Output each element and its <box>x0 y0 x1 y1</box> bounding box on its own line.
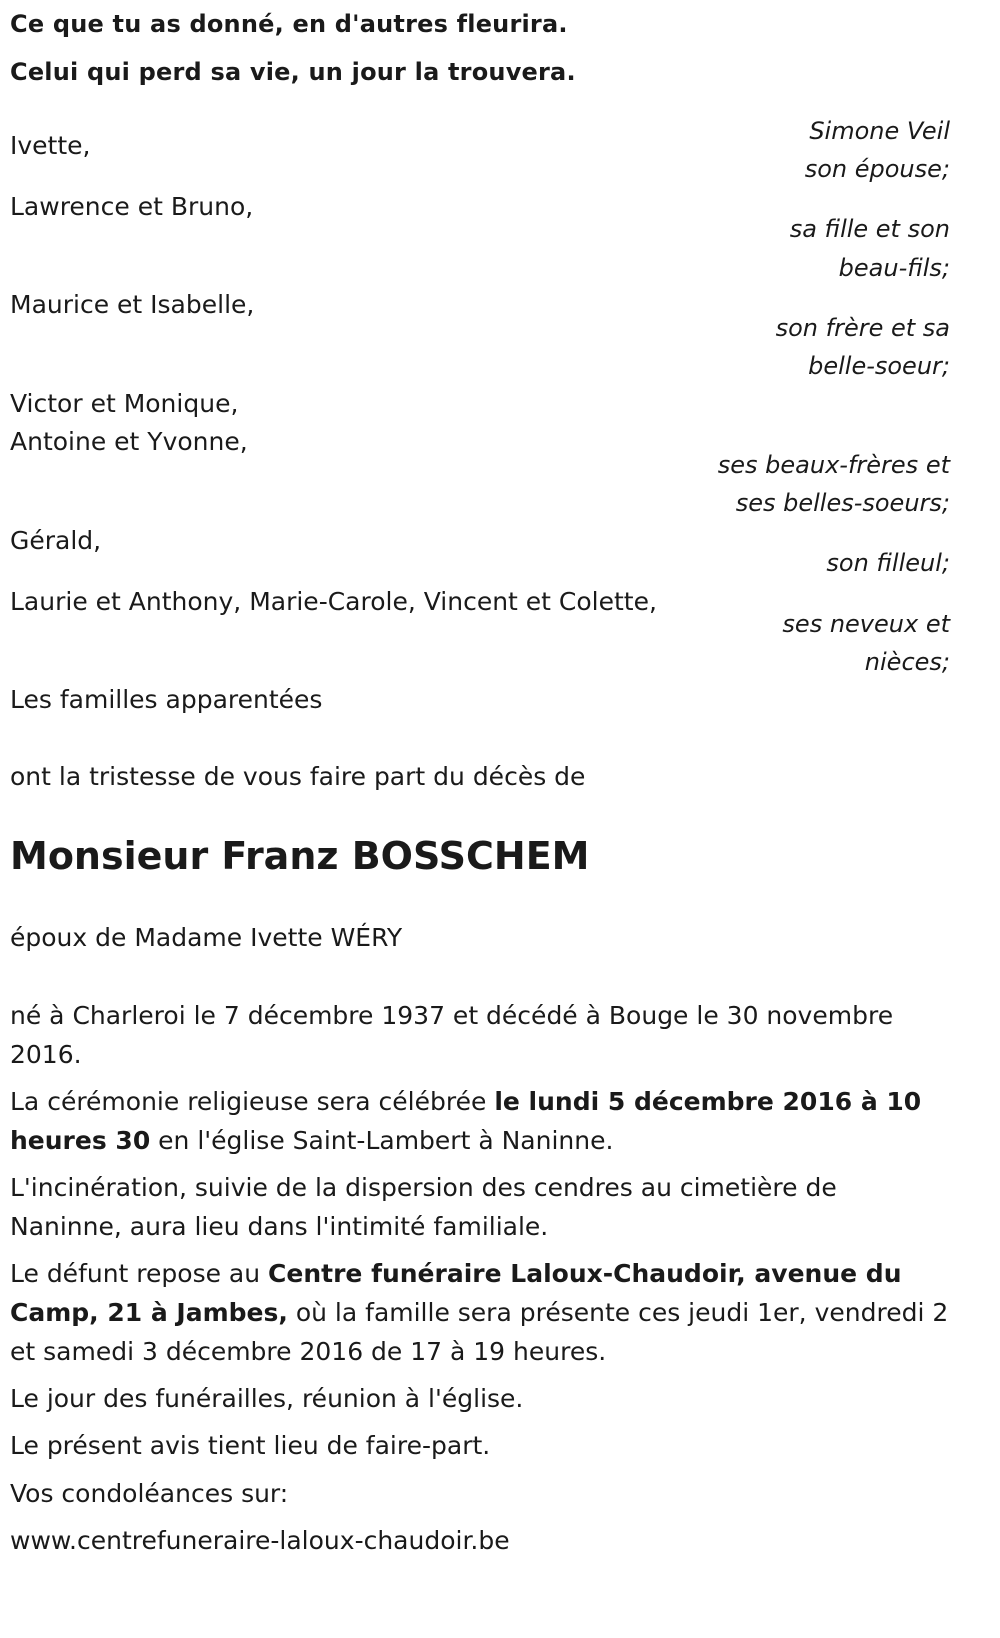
relation-godson: son filleul; <box>826 549 950 577</box>
condolences-link[interactable]: www.centrefuneraire-laloux-chaudoir.be <box>10 1526 510 1555</box>
relation-daughter-line-1: sa fille et son <box>789 215 950 243</box>
notice-paragraph: Le présent avis tient lieu de faire-part. <box>10 1431 491 1460</box>
deceased-spouse: époux de Madame Ivette WÉRY <box>10 923 403 952</box>
announcement-text: ont la tristesse de vous faire part du décès de <box>10 762 586 791</box>
funeral-day-paragraph: Le jour des funérailles, réunion à l'église. <box>10 1384 524 1413</box>
repose-paragraph <box>10 1254 950 1371</box>
mourner-name-antoine-yvonne: Antoine et Yvonne, <box>10 427 248 456</box>
relation-nephews-line-1: ses neveux et <box>782 610 950 638</box>
mourner-name-gerald: Gérald, <box>10 526 102 555</box>
relation-in-laws-line-2: ses belles-soeurs; <box>735 489 950 517</box>
ceremony-paragraph <box>10 1082 950 1160</box>
repose-place: Centre funéraire Laloux-Chaudoir, avenue du Camp, 21 à Jambes, <box>10 1259 902 1327</box>
relation-in-laws-line-1: ses beaux-frères et <box>717 451 950 479</box>
relation-spouse-line-1: Simone Veil <box>809 117 950 145</box>
epigraph-line-1: Ce que tu as donné, en d'autres fleurira. <box>10 10 568 38</box>
relation-nephews-line-2: nièces; <box>864 648 950 676</box>
deceased-name: Monsieur Franz BOSSCHEM <box>10 834 590 878</box>
mourner-name-lawrence-bruno: Lawrence et Bruno, <box>10 192 254 221</box>
mourner-name-families: Les familles apparentées <box>10 685 323 714</box>
repose-prefix: Le défunt repose au <box>10 1259 269 1288</box>
relation-daughter-line-2: beau-fils; <box>838 254 950 282</box>
relation-spouse-line-2: son épouse; <box>804 155 950 183</box>
ceremony-prefix: La cérémonie religieuse sera célébrée <box>10 1087 495 1116</box>
relation-brother-line-2: belle-soeur; <box>808 352 950 380</box>
mourner-name-victor-monique: Victor et Monique, <box>10 389 239 418</box>
cremation-paragraph: L'incinération, suivie de la dispersion des cendres au cimetière de Naninne, aura lieu dans l'intimité familiale. <box>10 1173 837 1241</box>
relation-brother-line-1: son frère et sa <box>775 314 950 342</box>
mourner-name-nephews-nieces: Laurie et Anthony, Marie-Carole, Vincent et Colette, <box>10 587 657 616</box>
ceremony-suffix: en l'église Saint-Lambert à Naninne. <box>150 1126 614 1155</box>
mourner-name-maurice-isabelle: Maurice et Isabelle, <box>10 290 255 319</box>
mourner-name-ivette: Ivette, <box>10 131 91 160</box>
ceremony-date: le lundi 5 décembre 2016 à 10 heures 30 <box>10 1087 922 1155</box>
birth-death-paragraph: né à Charleroi le 7 décembre 1937 et décédé à Bouge le 30 novembre 2016. <box>10 1001 894 1069</box>
condolences-label: Vos condoléances sur: <box>10 1479 289 1508</box>
epigraph-line-2: Celui qui perd sa vie, un jour la trouvera. <box>10 58 576 86</box>
repose-suffix: où la famille sera présente ces jeudi 1er, vendredi 2 et samedi 3 décembre 2016 de 17 à 19 heures. <box>10 1298 949 1366</box>
